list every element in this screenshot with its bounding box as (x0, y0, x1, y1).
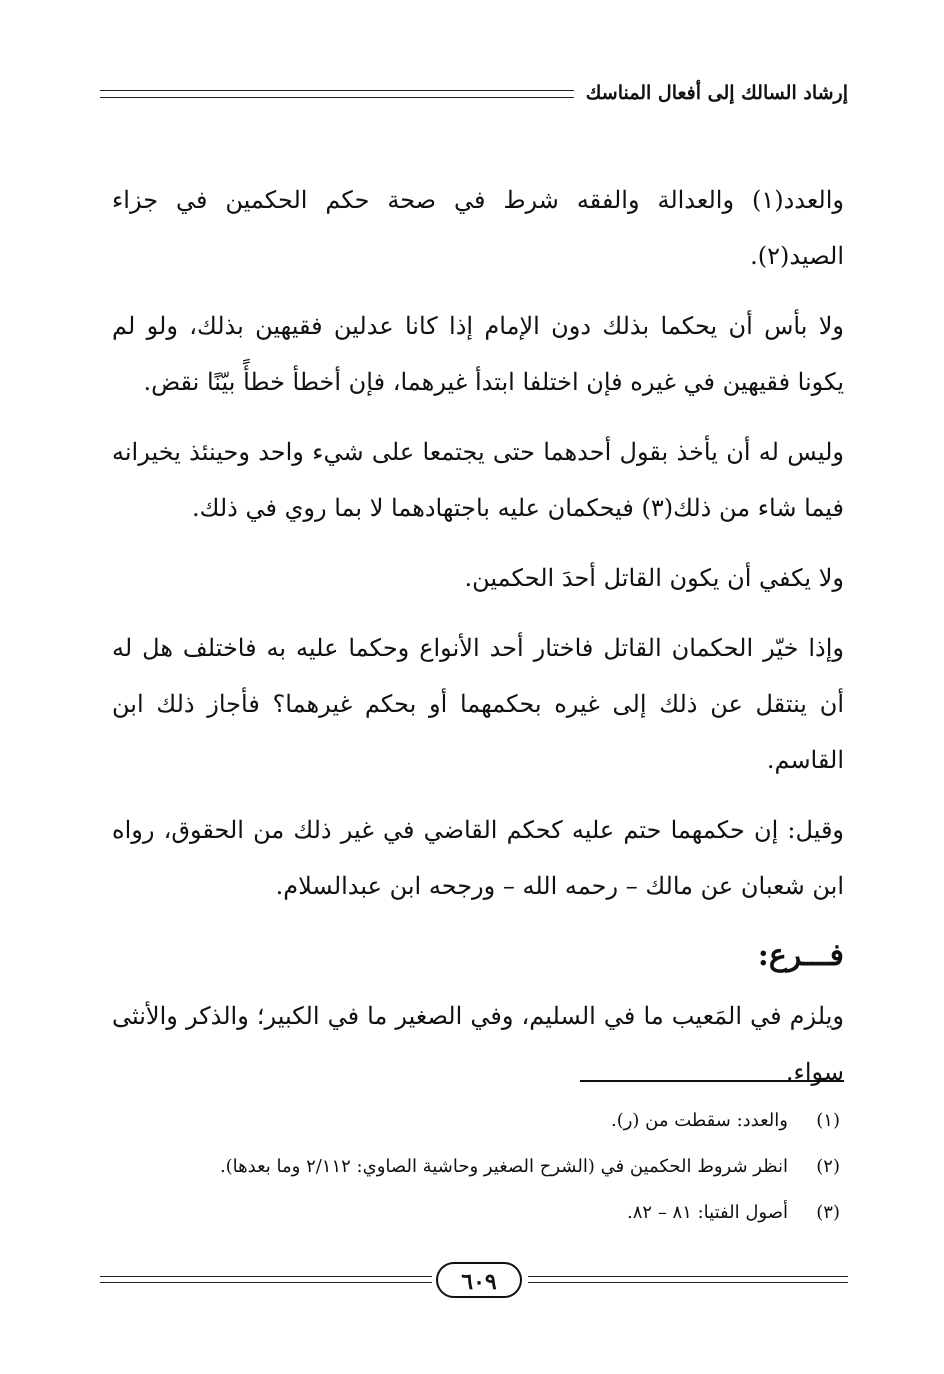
paragraph-5: وإذا خيّر الحكمان القاتل فاختار أحد الأنواع وحكما عليه به فاختلف هل له أن ينتقل عن ذلك إلى غيره بحكمهما أو بحكم غيرهما؟ فأجاز ذلك ابن القاسم. (112, 634, 844, 774)
footer-rule-left (100, 1276, 432, 1283)
page-number: ٦٠٩ (436, 1262, 522, 1298)
footnote (110, 1196, 840, 1230)
running-header (100, 78, 848, 108)
footnote (110, 1150, 840, 1184)
footnote-number: (٢) (816, 1156, 840, 1177)
header-rule (100, 90, 618, 98)
paragraph-4: ولا يكفي أن يكون القاتل أحدَ الحكمين. (464, 564, 844, 592)
footnotes (110, 1104, 840, 1242)
book-title: إرشاد السالك إلى أفعال المناسك (574, 78, 848, 108)
footnote-number: (١) (816, 1110, 840, 1131)
footnote-separator (580, 1080, 844, 1082)
footer-rule-right (528, 1276, 848, 1283)
footnote (110, 1104, 840, 1138)
paragraph-2: ولا بأس أن يحكما بذلك دون الإمام إذا كانا عدلين فقيهين بذلك، ولو لم يكونا فقيهين في غيره فإن اختلفا ابتدأ غيرهما، فإن أخطأ خطأً بيّنًا نقض. (112, 312, 844, 396)
paragraph-6: وقيل: إن حكمهما حتم عليه كحكم القاضي في غير ذلك من الحقوق، رواه ابن شعبان عن مالك – رحمه الله – ورجحه ابن عبدالسلام. (112, 816, 844, 900)
footnote-text: انظر شروط الحكمين في (الشرح الصغير وحاشية الصاوي: ٢/١١٢ وما بعدها). (219, 1156, 788, 1177)
footnote-text: والعدد: سقطت من (ر). (611, 1110, 788, 1131)
footnote-number: (٣) (816, 1202, 840, 1223)
paragraph-3: وليس له أن يأخذ بقول أحدهما حتى يجتمعا على شيء واحد وحينئذ يخيرانه فيما شاء من ذلك(٣) فيحكمان عليه باجتهادهما لا بما روي في ذلك. (112, 438, 844, 522)
section-heading: فـــرع: (757, 938, 844, 973)
page-footer (100, 1262, 848, 1302)
footnote-text: أصول الفتيا: ٨١ – ٨٢. (627, 1202, 788, 1223)
paragraph-1: والعدد(١) والعدالة والفقه شرط في صحة حكم الحكمين في جزاء الصيد(٢). (112, 186, 844, 270)
paragraph-7: ويلزم في المَعيب ما في السليم، وفي الصغير ما في الكبير؛ والذكر والأنثى سواء. (112, 1002, 844, 1086)
main-text (112, 172, 844, 1114)
